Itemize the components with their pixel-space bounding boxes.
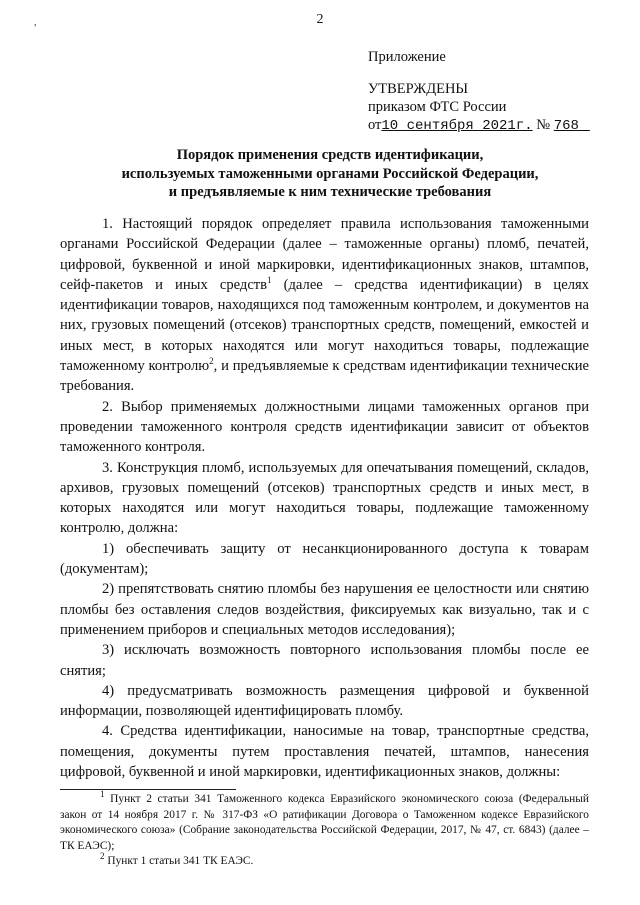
order-number: 768 <box>553 118 579 134</box>
number-prefix: № <box>536 117 551 133</box>
footnote-ref-1: 1 <box>267 275 272 286</box>
order-date: 10 сентября 2021г. <box>381 118 533 134</box>
footnotes <box>60 789 589 870</box>
document-body <box>60 214 589 782</box>
paragraph-3-item-1: 1) обеспечивать защиту от несанкционированного доступа к товарам (документам); <box>60 540 589 578</box>
paragraph-1 <box>60 214 589 397</box>
scan-mark: , <box>34 17 37 28</box>
footnote-1-text: Пункт 2 статьи 341 Таможенного кодекса Евразийского экономического союза (Федеральный закон от 14 ноября 2017 г. № 317-ФЗ «О ратификации Договора о Таможенном кодексе Евразийского экономического союза» (Собрание законодательства Российской Федерации, 2017, № 47, ст. 6843) (далее – ТК ЕАЭС); <box>60 793 589 852</box>
document-title <box>60 146 600 202</box>
footnote-ref-2: 2 <box>209 356 214 367</box>
paragraph-3-item-4: 4) предусматривать возможность размещения цифровой и буквенной информации, позволяющей идентифицировать пломбу. <box>60 682 589 720</box>
paragraph-1-text-a: 1. Настоящий порядок определяет правила использования таможенными органами Российской Федерации (далее – таможенные органы) пломб, печатей, цифровой, буквенной и иной маркировки, идентификационных знаков, штампов, сейф-пакетов и иных средств <box>60 216 589 293</box>
footnote-2 <box>60 851 589 870</box>
appendix-label: Приложение <box>368 49 446 65</box>
paragraph-4: 4. Средства идентификации, наносимые на товар, транспортные средства, помещения, документы путем проставления печатей, штампов, нанесения цифровой, буквенной и иной маркировки, идентификационных знаков, должны: <box>60 723 589 781</box>
paragraph-2: 2. Выбор применяемых должностными лицами таможенных органов при проведении таможенного контроля средств идентификации зависит от объектов таможенного контроля. <box>60 398 589 456</box>
title-line-3: и предъявляемые к ним технические требования <box>168 184 492 200</box>
approval-block <box>368 48 590 135</box>
page-number: 2 <box>316 12 324 27</box>
footnote-divider <box>60 789 236 790</box>
paragraph-1-text-c: , и предъявляемые к средствам идентификации технические требования. <box>60 358 589 395</box>
footnote-2-text: Пункт 1 статьи 341 ТК ЕАЭС. <box>104 855 254 867</box>
footnote-2-mark: 2 <box>100 851 105 862</box>
approved-label: УТВЕРЖДЕНЫ <box>368 81 469 97</box>
title-line-1: Порядок применения средств идентификации, <box>176 147 484 163</box>
paragraph-1-text-b: (далее – средства идентификации) в целях идентификации товаров, находящихся под таможенным контролем, и документов на них, грузовых помещений (отсеков) транспортных средств, помещений, емкостей и иных мест, в которых находятся или могут находиться товары, подлежащие таможенному контролю <box>60 276 589 375</box>
paragraph-3-item-2: 2) препятствовать снятию пломбы без нарушения ее целостности или снятию пломбы без оставления следов воздействия, фиксируемых как визуально, так и с применением приборов и специальных методов исследования); <box>60 581 589 638</box>
order-line: приказом ФТС России <box>368 99 507 115</box>
paragraph-3-item-3: 3) исключать возможность повторного использования пломбы после ее снятия; <box>60 642 589 679</box>
paragraph-3: 3. Конструкция пломб, используемых для опечатывания помещений, складов, архивов, грузовых помещений (отсеков) транспортных средств и иных мест, в которых находятся или могут находиться товары, подлежащие таможенному контролю, должна: <box>60 459 589 537</box>
date-prefix: от <box>368 117 382 133</box>
footnote-1 <box>60 789 589 854</box>
footnote-1-mark: 1 <box>100 789 105 800</box>
title-line-2: используемых таможенными органами Российской Федерации, <box>121 165 539 182</box>
order-date-line <box>368 116 590 135</box>
